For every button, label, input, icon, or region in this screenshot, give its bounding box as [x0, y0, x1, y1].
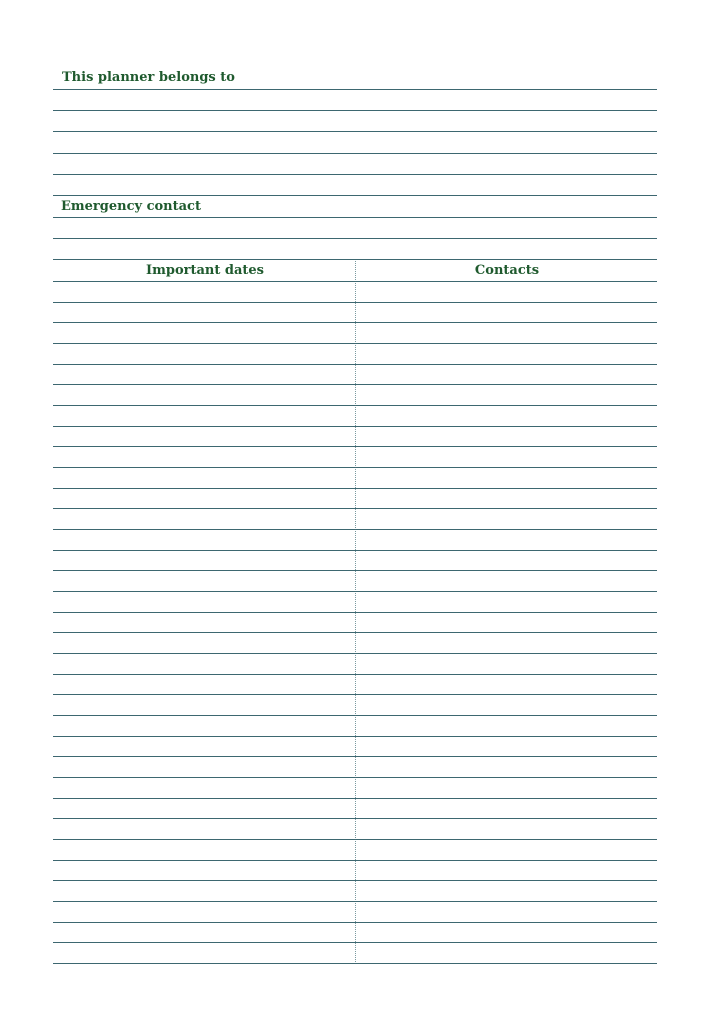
important-date-cell[interactable]	[55, 799, 353, 818]
contact-cell[interactable]	[357, 323, 655, 342]
contact-cell[interactable]	[357, 509, 655, 528]
contact-cell[interactable]	[357, 799, 655, 818]
table-row	[53, 963, 657, 964]
contact-cell[interactable]	[357, 902, 655, 921]
important-date-cell[interactable]	[55, 840, 353, 859]
contact-cell[interactable]	[357, 592, 655, 611]
important-date-cell[interactable]	[55, 654, 353, 673]
owner-label-rule	[53, 89, 657, 90]
column-header-important-dates: Important dates	[146, 263, 264, 278]
contact-cell[interactable]	[357, 530, 655, 549]
contact-cell[interactable]	[357, 819, 655, 838]
contact-cell[interactable]	[357, 489, 655, 508]
contact-cell[interactable]	[357, 675, 655, 694]
contact-cell[interactable]	[357, 757, 655, 776]
important-date-cell[interactable]	[55, 675, 353, 694]
important-date-cell[interactable]	[55, 613, 353, 632]
owner-label: This planner belongs to	[62, 70, 235, 85]
contact-cell[interactable]	[357, 654, 655, 673]
owner-writing-line	[53, 174, 657, 175]
emergency-label-rule	[53, 217, 657, 218]
contact-cell[interactable]	[357, 551, 655, 570]
contact-cell[interactable]	[357, 613, 655, 632]
contact-cell[interactable]	[357, 778, 655, 797]
contact-cell[interactable]	[357, 303, 655, 322]
important-date-cell[interactable]	[55, 716, 353, 735]
important-date-cell[interactable]	[55, 633, 353, 652]
important-date-cell[interactable]	[55, 509, 353, 528]
contact-cell[interactable]	[357, 385, 655, 404]
contact-cell[interactable]	[357, 427, 655, 446]
important-date-cell[interactable]	[55, 385, 353, 404]
contact-cell[interactable]	[357, 282, 655, 301]
important-date-cell[interactable]	[55, 323, 353, 342]
important-date-cell[interactable]	[55, 592, 353, 611]
contact-cell[interactable]	[357, 571, 655, 590]
important-date-cell[interactable]	[55, 489, 353, 508]
important-date-cell[interactable]	[55, 757, 353, 776]
contact-cell[interactable]	[357, 468, 655, 487]
column-header-contacts: Contacts	[474, 263, 540, 278]
contact-cell[interactable]	[357, 840, 655, 859]
important-date-cell[interactable]	[55, 819, 353, 838]
important-date-cell[interactable]	[55, 468, 353, 487]
important-date-cell[interactable]	[55, 881, 353, 900]
contact-cell[interactable]	[357, 737, 655, 756]
contact-cell[interactable]	[357, 881, 655, 900]
important-date-cell[interactable]	[55, 282, 353, 301]
important-date-cell[interactable]	[55, 861, 353, 880]
owner-writing-line	[53, 131, 657, 132]
important-date-cell[interactable]	[55, 447, 353, 466]
important-date-cell[interactable]	[55, 427, 353, 446]
important-date-cell[interactable]	[55, 571, 353, 590]
emergency-contact-label: Emergency contact	[61, 199, 201, 214]
important-date-cell[interactable]	[55, 344, 353, 363]
important-date-cell[interactable]	[55, 943, 353, 962]
contact-cell[interactable]	[357, 344, 655, 363]
owner-writing-line	[53, 195, 657, 196]
emergency-writing-line	[53, 259, 657, 260]
emergency-writing-line	[53, 238, 657, 239]
contact-cell[interactable]	[357, 633, 655, 652]
contact-cell[interactable]	[357, 923, 655, 942]
contact-cell[interactable]	[357, 861, 655, 880]
important-date-cell[interactable]	[55, 303, 353, 322]
contact-cell[interactable]	[357, 695, 655, 714]
contact-cell[interactable]	[357, 943, 655, 962]
contact-cell[interactable]	[357, 406, 655, 425]
contact-cell[interactable]	[357, 365, 655, 384]
important-date-cell[interactable]	[55, 695, 353, 714]
important-date-cell[interactable]	[55, 406, 353, 425]
important-date-cell[interactable]	[55, 923, 353, 942]
important-date-cell[interactable]	[55, 551, 353, 570]
important-date-cell[interactable]	[55, 902, 353, 921]
contact-cell[interactable]	[357, 447, 655, 466]
owner-writing-line	[53, 153, 657, 154]
important-date-cell[interactable]	[55, 737, 353, 756]
owner-writing-line	[53, 110, 657, 111]
important-date-cell[interactable]	[55, 530, 353, 549]
contact-cell[interactable]	[357, 716, 655, 735]
important-date-cell[interactable]	[55, 365, 353, 384]
important-date-cell[interactable]	[55, 778, 353, 797]
